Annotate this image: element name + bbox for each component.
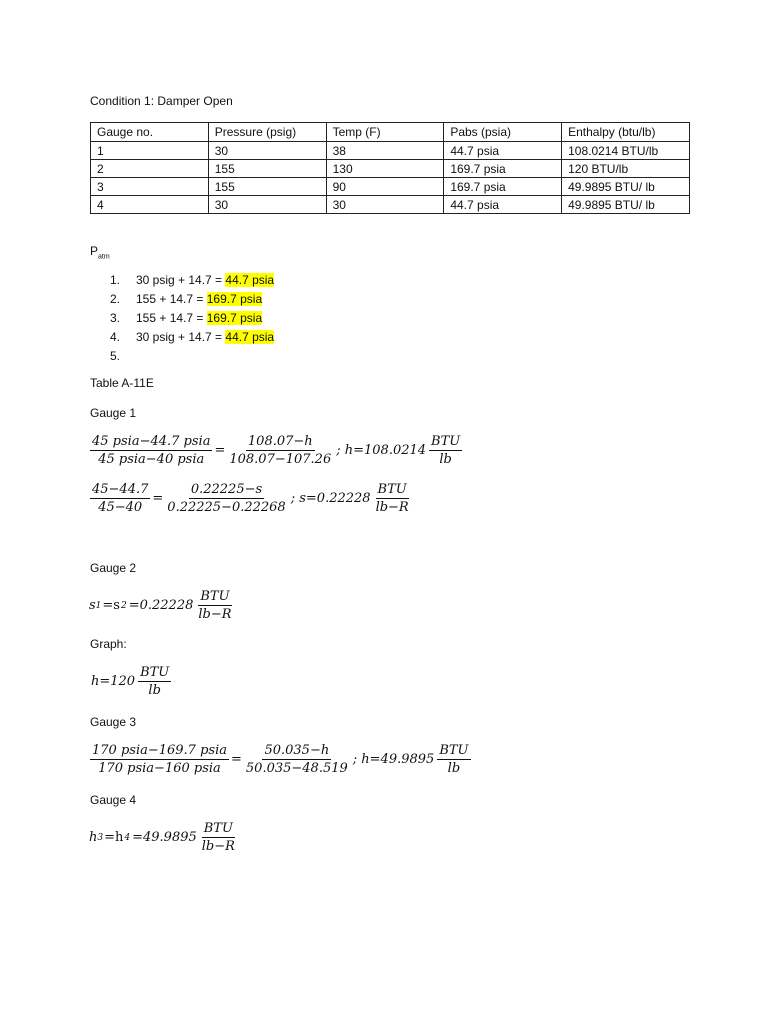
unit-fraction xyxy=(429,433,462,468)
gauge3-enthalpy-equation xyxy=(89,742,472,777)
patm-main: P xyxy=(90,244,99,258)
unit-fraction xyxy=(196,588,233,623)
header-temp: Temp (F) xyxy=(326,123,444,142)
subscript: 1 xyxy=(95,600,102,611)
gauge2-entropy-equation xyxy=(89,588,235,623)
cell-temp: 90 xyxy=(326,178,444,196)
unit-denominator: lb xyxy=(439,452,452,467)
cell-pressure: 155 xyxy=(208,160,326,178)
list-number: 4. xyxy=(110,330,121,344)
denominator: 50.035−48.519 xyxy=(245,761,348,776)
list-result: 169.7 psia xyxy=(206,311,263,325)
table-row xyxy=(91,196,690,214)
cell-pressure: 155 xyxy=(208,178,326,196)
subscript: 3 xyxy=(97,832,104,843)
s-symbol: s xyxy=(89,598,96,613)
equals-sign: = xyxy=(152,491,164,506)
header-gauge-no: Gauge no. xyxy=(91,123,209,142)
equals-sign: = xyxy=(231,752,242,767)
h-symbol: h xyxy=(89,830,98,845)
list-number: 3. xyxy=(110,311,121,325)
unit-fraction xyxy=(437,742,470,777)
numerator: 45 psia−44.7 psia xyxy=(92,434,211,449)
list-result: 44.7 psia xyxy=(225,273,275,287)
denominator: 0.22225−0.22268 xyxy=(167,500,286,515)
lhs-text: h=120 xyxy=(91,674,136,689)
list-expression: 30 psig + 14.7 = xyxy=(136,330,226,344)
cell-temp: 130 xyxy=(326,160,444,178)
gauge4-enthalpy-equation xyxy=(89,820,238,855)
unit-numerator: BTU xyxy=(203,821,233,836)
list-number: 5. xyxy=(110,349,121,363)
cell-pabs: 169.7 psia xyxy=(444,178,562,196)
cell-temp: 30 xyxy=(326,196,444,214)
unit-denominator: lb xyxy=(447,761,461,776)
table-row xyxy=(91,142,690,160)
numerator: 45−44.7 xyxy=(92,482,149,497)
unit-fraction xyxy=(374,481,411,516)
unit-denominator: lb xyxy=(148,683,161,698)
fraction xyxy=(90,481,150,516)
list-item xyxy=(110,309,274,328)
unit-numerator: BTU xyxy=(439,743,469,758)
cell-pabs: 44.7 psia xyxy=(444,196,562,214)
numerator: 50.035−h xyxy=(264,743,330,758)
unit-fraction xyxy=(200,820,237,855)
denominator: 45 psia−40 psia xyxy=(98,452,205,467)
result-text: ; h=49.9895 xyxy=(352,752,435,767)
patm-heading xyxy=(90,244,110,260)
list-number: 1. xyxy=(110,273,121,287)
list-item xyxy=(110,290,274,309)
fraction xyxy=(244,742,350,777)
list-number: 2. xyxy=(110,292,121,306)
cell-pressure: 30 xyxy=(208,196,326,214)
numerator: 108.07−h xyxy=(247,434,313,449)
unit-fraction xyxy=(138,664,171,699)
header-pabs: Pabs (psia) xyxy=(444,123,562,142)
fraction xyxy=(90,433,212,468)
gauge4-title: Gauge 4 xyxy=(90,793,137,807)
fraction xyxy=(165,481,287,516)
subscript: 2 xyxy=(120,600,127,611)
value-text: =0.22228 xyxy=(128,598,194,613)
cell-pabs: 169.7 psia xyxy=(444,160,562,178)
cell-pressure: 30 xyxy=(208,142,326,160)
unit-denominator: lb−R xyxy=(198,607,232,622)
cell-gauge: 4 xyxy=(91,196,209,214)
list-item xyxy=(110,271,274,290)
fraction xyxy=(90,742,229,777)
cell-enthalpy: 120 BTU/lb xyxy=(562,160,690,178)
cell-pabs: 44.7 psia xyxy=(444,142,562,160)
unit-denominator: lb−R xyxy=(201,839,235,854)
equals-s: =s xyxy=(102,598,120,613)
table-reference: Table A-11E xyxy=(90,376,154,390)
header-enthalpy: Enthalpy (btu/lb) xyxy=(562,123,690,142)
gauge-data-table xyxy=(90,122,690,214)
cell-gauge: 2 xyxy=(91,160,209,178)
list-expression: 30 psig + 14.7 = xyxy=(136,273,226,287)
unit-numerator: BTU xyxy=(377,482,407,497)
gauge1-enthalpy-equation xyxy=(89,433,463,468)
cell-enthalpy: 108.0214 BTU/lb xyxy=(562,142,690,160)
cell-enthalpy: 49.9895 BTU/ lb xyxy=(562,196,690,214)
condition-title: Condition 1: Damper Open xyxy=(90,94,233,108)
unit-numerator: BTU xyxy=(431,434,461,449)
unit-numerator: BTU xyxy=(200,589,230,604)
denominator: 45−40 xyxy=(98,500,143,515)
result-text: ; h=108.0214 xyxy=(336,443,427,458)
cell-temp: 38 xyxy=(326,142,444,160)
table-header-row xyxy=(91,123,690,142)
list-item xyxy=(110,347,274,366)
value-text: =49.9895 xyxy=(132,830,197,845)
unit-numerator: BTU xyxy=(140,665,170,680)
header-pressure: Pressure (psig) xyxy=(208,123,326,142)
numerator: 0.22225−s xyxy=(190,482,263,497)
result-text: ; s=0.22228 xyxy=(290,491,371,506)
list-expression: 155 + 14.7 = xyxy=(136,292,207,306)
list-result: 44.7 psia xyxy=(225,330,275,344)
graph-title: Graph: xyxy=(90,637,127,651)
denominator: 108.07−107.26 xyxy=(229,452,332,467)
gauge3-title: Gauge 3 xyxy=(90,715,137,729)
equals-h: =h xyxy=(104,830,124,845)
fraction xyxy=(227,433,333,468)
subscript: 4 xyxy=(124,832,131,843)
list-item xyxy=(110,328,274,347)
numerator: 170 psia−169.7 psia xyxy=(92,743,227,758)
patm-sub: atm xyxy=(98,253,110,261)
list-expression: 155 + 14.7 = xyxy=(136,311,207,325)
table-row xyxy=(91,178,690,196)
patm-list xyxy=(110,271,274,366)
list-result: 169.7 psia xyxy=(206,292,263,306)
gauge1-title: Gauge 1 xyxy=(90,406,137,420)
cell-gauge: 1 xyxy=(91,142,209,160)
unit-denominator: lb−R xyxy=(375,500,409,515)
cell-enthalpy: 49.9895 BTU/ lb xyxy=(562,178,690,196)
table-row xyxy=(91,160,690,178)
denominator: 170 psia−160 psia xyxy=(98,761,221,776)
cell-gauge: 3 xyxy=(91,178,209,196)
gauge2-title: Gauge 2 xyxy=(90,561,137,575)
equals-sign: = xyxy=(214,443,226,458)
graph-enthalpy-equation xyxy=(89,664,172,699)
gauge1-entropy-equation xyxy=(89,481,412,516)
